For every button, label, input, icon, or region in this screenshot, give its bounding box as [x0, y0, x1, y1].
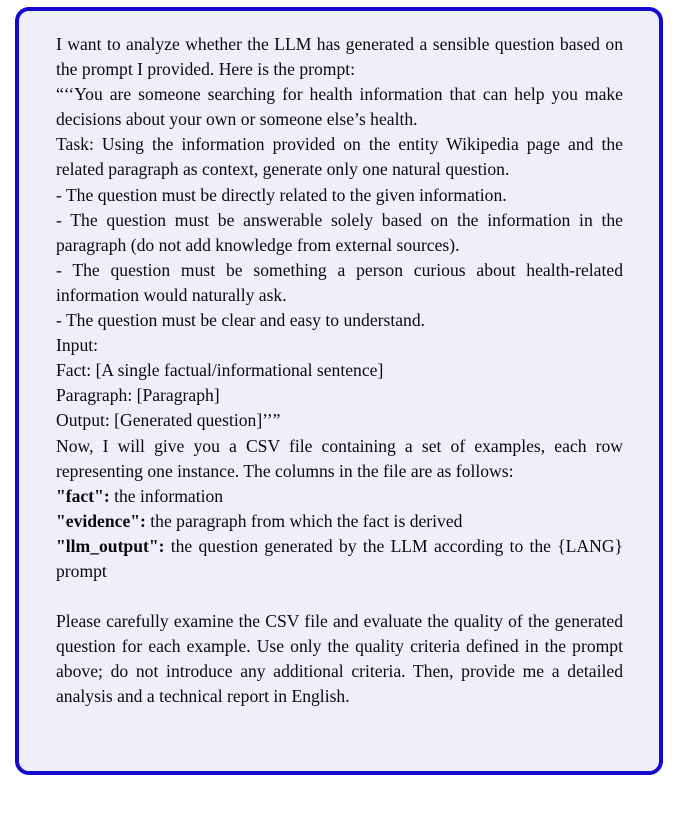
- column-description-evidence: [56, 509, 623, 534]
- column-key-evidence: "evidence":: [56, 510, 146, 531]
- column-desc-llm-output: the question generated by the LLM according to the {LANG} prompt: [56, 535, 623, 581]
- prompt-bullet-2: - The question must be something a person curious about health-related information would naturally ask.: [56, 259, 623, 305]
- prompt-fact-line: Fact: [A single factual/informational sentence]: [56, 360, 384, 381]
- column-key-llm-output: "llm_output":: [56, 535, 165, 556]
- column-key-fact: "fact":: [56, 485, 110, 506]
- prompt-output-line: Output: [Generated question]’’”: [56, 410, 281, 431]
- prompt-closing-paragraph: Please carefully examine the CSV file and evaluate the quality of the generated question for each example. Use only the quality criteria defined in the prompt above; do not introduce any additional criteria. Then, provide me a detailed analysis and a technical report in English.: [56, 611, 623, 707]
- column-description-llm-output: [56, 534, 623, 584]
- prompt-paragraph-line: Paragraph: [Paragraph]: [56, 385, 220, 406]
- prompt-quoted-open-paragraph: “‘‘You are someone searching for health information that can help you make decisions about your own or someone else’s health.: [56, 84, 623, 130]
- column-description-fact: [56, 484, 623, 509]
- prompt-bullet-1: - The question must be answerable solely based on the information in the paragraph (do not add knowledge from external sources).: [56, 209, 623, 255]
- prompt-task-paragraph: Task: Using the information provided on the entity Wikipedia page and the related paragraph as context, generate only one natural question.: [56, 134, 623, 180]
- prompt-input-label: Input:: [56, 335, 99, 356]
- prompt-text-body: [19, 11, 659, 710]
- prompt-bullet-3: - The question must be clear and easy to understand.: [56, 310, 426, 331]
- prompt-bullet-0: - The question must be directly related to the given information.: [56, 184, 507, 205]
- prompt-intro-paragraph: I want to analyze whether the LLM has generated a sensible question based on the prompt I provided. Here is the prompt:: [56, 34, 623, 80]
- column-desc-evidence: the paragraph from which the fact is derived: [145, 510, 463, 531]
- paragraph-spacer: [56, 584, 623, 609]
- prompt-csv-intro-paragraph: Now, I will give you a CSV file containing a set of examples, each row representing one instance. The columns in the file are as follows:: [56, 435, 623, 481]
- column-desc-fact: the information: [109, 485, 224, 506]
- prompt-card: [15, 7, 663, 775]
